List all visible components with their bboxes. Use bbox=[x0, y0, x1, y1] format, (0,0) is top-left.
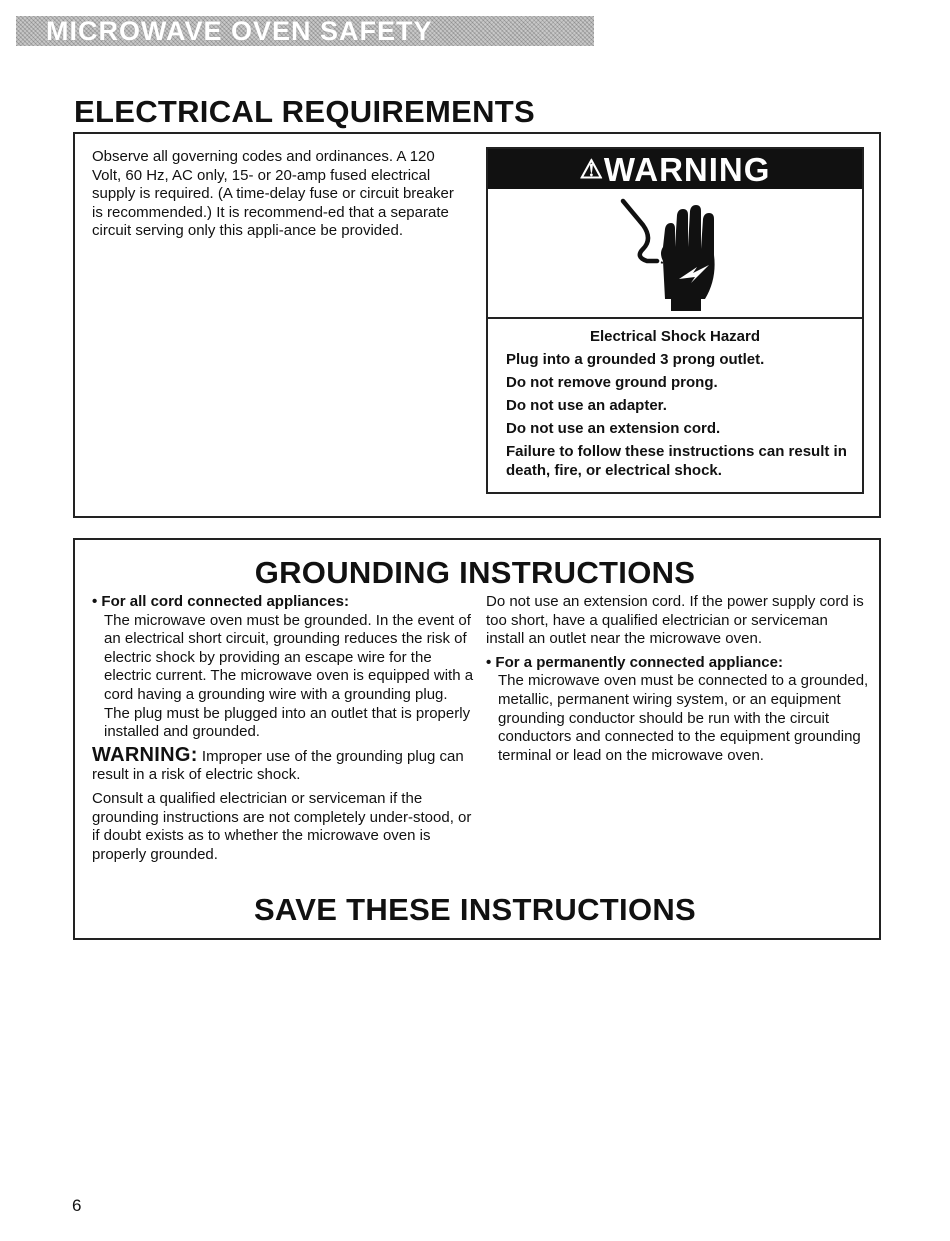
cord-connected-text: The microwave oven must be grounded. In the event of an electrical short circuit, grounding reduces the risk of electric shock by providing an escape wire for the electric current. The microwave oven is equipped with a cord having a grounding wire with a grounding plug. The plug must be plugged into an outlet that is properly installed and grounded. bbox=[104, 611, 474, 741]
grounding-warning-text: Improper use of the grounding plug can result in a risk of electric shock. bbox=[92, 747, 464, 784]
warning-divider bbox=[488, 317, 862, 319]
warning-line: Failure to follow these instructions can result in death, fire, or electrical shock. bbox=[506, 443, 847, 479]
warning-header bbox=[488, 149, 862, 189]
permanently-connected-heading: • For a permanently connected appliance: bbox=[486, 653, 783, 671]
banner-title: MICROWAVE OVEN SAFETY bbox=[46, 16, 433, 46]
consult-text: Consult a qualified electrician or serviceman if the grounding instructions are not completely under-stood, or if doubt exists as to whether the microwave oven is properly grounded. bbox=[92, 789, 472, 863]
grounding-instructions-heading: GROUNDING INSTRUCTIONS bbox=[254, 555, 696, 590]
permanently-connected-text: The microwave oven must be connected to a grounded, metallic, permanent wiring system, or an equipment grounding conductor should be run with the circuit conductors and connected to the equipment grounding terminal or lead on the microwave oven. bbox=[498, 672, 869, 764]
grounding-right-column bbox=[486, 593, 870, 765]
warning-line: Plug into a grounded 3 prong outlet. bbox=[506, 351, 765, 368]
warning-line: Do not remove ground prong. bbox=[506, 374, 718, 391]
cord-connected-heading: • For all cord connected appliances: bbox=[92, 593, 349, 610]
warning-line: Do not use an extension cord. bbox=[506, 420, 721, 437]
warning-label: WARNING bbox=[603, 151, 771, 188]
warning-instructions bbox=[488, 327, 862, 480]
electrical-shock-hand-icon bbox=[613, 195, 733, 313]
grounding-warning bbox=[92, 743, 476, 785]
grounding-warning-label: WARNING: bbox=[92, 743, 198, 766]
electrical-requirements-heading: ELECTRICAL REQUIREMENTS bbox=[74, 94, 536, 129]
electrical-requirements-text: Observe all governing codes and ordinances. A 120 Volt, 60 Hz, AC only, 15- or 20-amp fused electrical supply is required. (A time-delay fuse or circuit breaker is recommended.) It is recommend-ed that a separate circuit serving only this appli-ance be provided. bbox=[92, 148, 454, 240]
warning-title: Electrical Shock Hazard bbox=[589, 328, 761, 345]
page-number: 6 bbox=[72, 1196, 82, 1215]
section-banner bbox=[16, 16, 594, 46]
warning-line: Do not use an adapter. bbox=[506, 397, 667, 414]
warning-box bbox=[486, 147, 864, 494]
save-instructions-heading: SAVE THESE INSTRUCTIONS bbox=[253, 892, 697, 927]
warning-triangle-icon: ⚠ bbox=[579, 154, 604, 184]
extension-cord-text: Do not use an extension cord. If the power supply cord is too short, have a qualified electrician or serviceman install an outlet near the microwave oven. bbox=[486, 593, 864, 648]
grounding-left-column bbox=[92, 593, 476, 864]
